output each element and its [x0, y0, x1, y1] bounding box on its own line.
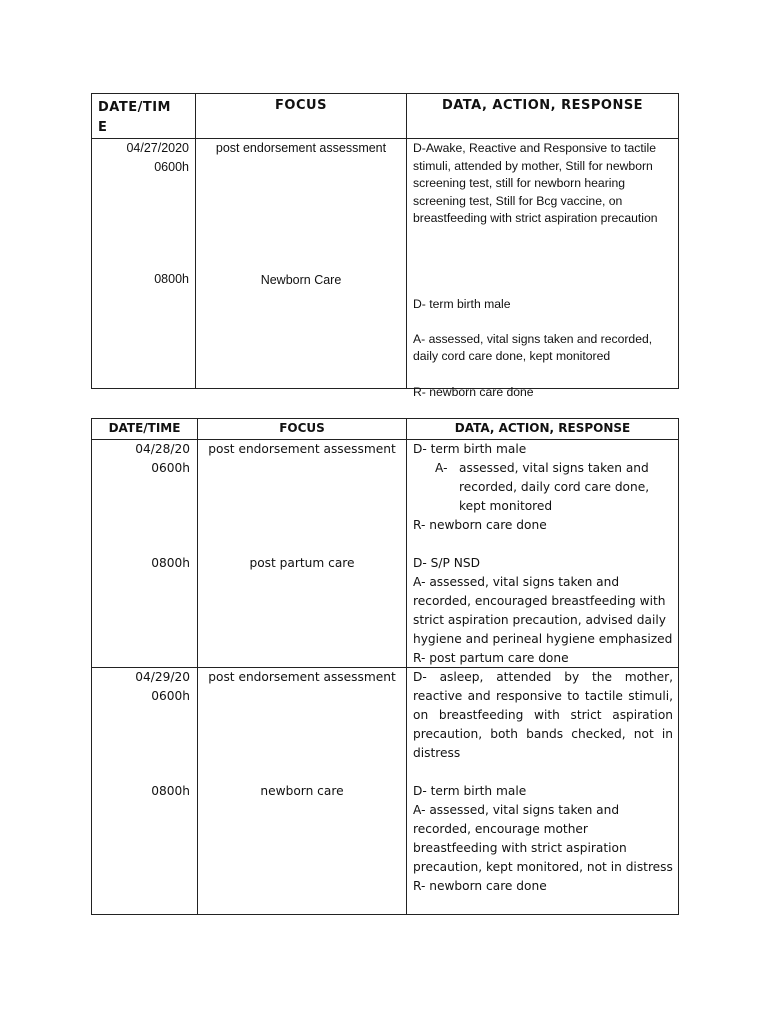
dar-cell — [407, 668, 679, 915]
focus-value: post endorsement assessment — [208, 442, 396, 456]
header-data-action-response: DATA, ACTION, RESPONSE — [407, 419, 679, 440]
time-value: 0600h — [151, 461, 190, 475]
dar-action-line: A- assessed, vital signs taken and recorded, encouraged breastfeeding with strict aspiration precaution, advised daily hygiene and perineal hygiene emphasized — [413, 575, 673, 646]
dar-response-line: R- newborn care done — [413, 518, 547, 532]
table-header-row — [92, 94, 679, 139]
focus-value: post partum care — [249, 556, 355, 570]
focus-value: post endorsement assessment — [208, 670, 396, 684]
focus-value: post endorsement assessment — [215, 141, 387, 155]
focus-value: Newborn Care — [260, 273, 342, 287]
dar-response-line: R- newborn care done — [413, 879, 547, 893]
date-value: 04/28/20 — [135, 442, 190, 456]
header-focus: FOCUS — [198, 419, 407, 440]
dar-response-line: R- post partum care done — [413, 651, 569, 665]
dar-action-line: A- assessed, vital signs taken and recorded, daily cord care done, kept monitored — [413, 331, 653, 364]
focus-cell — [198, 668, 407, 915]
table-header-row — [92, 419, 679, 440]
dar-data-line: D- S/P NSD — [413, 556, 480, 570]
date-cell — [92, 668, 198, 915]
header-data-action-response: DATA, ACTION, RESPONSE — [407, 94, 679, 139]
time-value: 0800h — [151, 556, 190, 570]
nursing-notes-table-1 — [91, 93, 679, 399]
dar-entry — [407, 554, 678, 668]
date-cell — [92, 139, 196, 389]
dar-entry: D- term birth male A- assessed, vital signs taken and recorded, daily cord care done, kept monitored R- newborn care done — [407, 440, 678, 535]
date-value: 04/29/20 — [135, 670, 190, 684]
time-value: 0800h — [154, 272, 189, 286]
dar-entry: D-Awake, Reactive and Responsive to tactile stimuli, attended by mother, Still for newborn screening test, still for newborn hearing screening test, Still for Bcg vaccine, on breastfeeding with strict aspiration precaution — [413, 141, 658, 226]
dar-cell — [407, 440, 679, 668]
dar-action-line: A- assessed, vital signs taken and — [413, 459, 673, 478]
dar-response-line: R- newborn care done — [413, 384, 534, 399]
table-row — [92, 440, 679, 668]
header-date-time: DATE/TIME — [92, 419, 198, 440]
table-row — [92, 139, 679, 389]
dar-cell — [407, 139, 679, 399]
dar-action-line: A- assessed, vital signs taken and recorded, encourage mother breastfeeding with strict aspiration precaution, kept monitored, not in distress — [413, 803, 673, 874]
dar-action-label: A- — [435, 461, 448, 475]
dar-data-line: D- term birth male — [413, 442, 527, 456]
time-value: 0800h — [151, 784, 190, 798]
dar-data-line: D- asleep, attended by the mother, reactive and responsive to tactile stimuli, on breastfeeding with strict aspiration precaution, both bands checked, not in distress — [413, 670, 673, 760]
table-row — [92, 668, 679, 915]
time-value: 0600h — [151, 689, 190, 703]
header-date-time: DATE/TIM E — [92, 94, 196, 139]
time-value: 0600h — [154, 160, 189, 174]
date-value: 04/27/2020 — [126, 141, 189, 155]
focus-cell — [196, 139, 407, 389]
focus-value: newborn care — [260, 784, 344, 798]
focus-cell — [198, 440, 407, 668]
dar-entry — [407, 782, 678, 896]
dar-data-line: D- term birth male — [413, 784, 527, 798]
nursing-notes-table-2 — [91, 418, 679, 915]
header-focus: FOCUS — [196, 94, 407, 139]
date-cell — [92, 440, 198, 668]
dar-data-line: D- term birth male — [413, 296, 511, 311]
